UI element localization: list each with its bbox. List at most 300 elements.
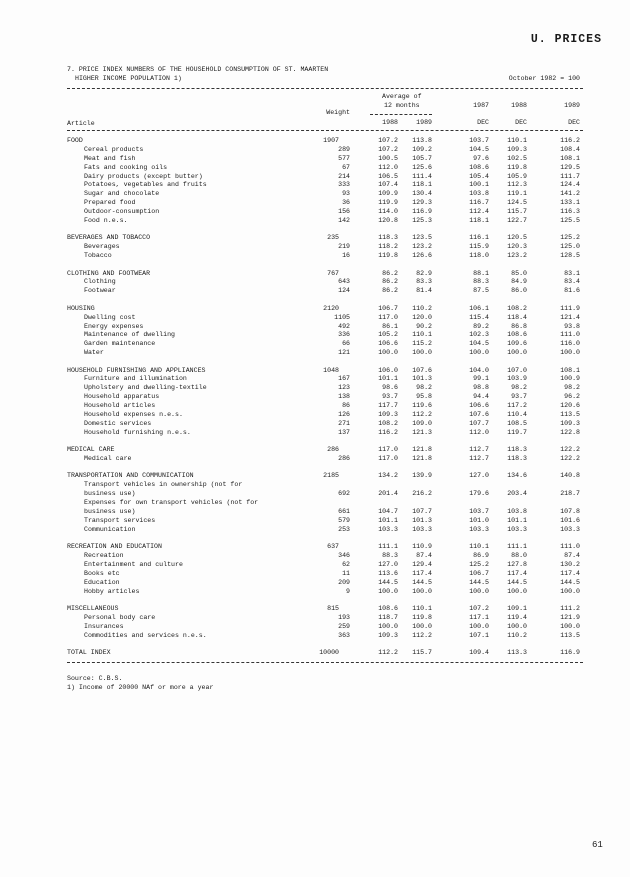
cell-weight: 86 — [342, 402, 350, 410]
cell-dec-1988: 111.1 — [507, 543, 527, 551]
cell-dec-1988: 124.5 — [507, 199, 527, 207]
cell-dec-1987: 112.4 — [469, 208, 489, 216]
cell-dec-1988: 100.0 — [507, 622, 527, 630]
cell-avg-1988: 117.0 — [378, 313, 398, 321]
divider — [67, 88, 583, 89]
page-number: 61 — [592, 840, 603, 850]
cell-dec-1987: 115.9 — [469, 243, 489, 251]
row-label: Outdoor-consumption — [84, 208, 160, 216]
cell-weight: 9 — [346, 587, 350, 595]
header-dec-1988: DEC — [515, 119, 527, 126]
cell-dec-1987: 179.6 — [469, 490, 489, 498]
table-row — [0, 561, 630, 570]
cell-avg-1989: 120.0 — [412, 313, 432, 321]
table-row — [0, 623, 630, 632]
cell-dec-1987: 112.7 — [469, 455, 489, 463]
cell-avg-1988: 117.0 — [378, 446, 398, 454]
row-label: Tobacco — [84, 252, 112, 260]
cell-avg-1988: 88.3 — [382, 552, 398, 560]
cell-dec-1987: 88.1 — [473, 269, 489, 277]
cell-weight: 661 — [338, 508, 350, 516]
cell-avg-1988: 104.7 — [378, 508, 398, 516]
cell-avg-1988: 107.2 — [378, 136, 398, 144]
table-row — [0, 632, 630, 641]
cell-dec-1989: 83.1 — [564, 269, 580, 277]
section-title: U. PRICES — [530, 33, 602, 46]
cell-dec-1987: 115.4 — [469, 313, 489, 321]
cell-avg-1988: 127.0 — [378, 561, 398, 569]
cell-weight: 1907 — [323, 136, 339, 144]
cell-dec-1989: 129.5 — [560, 163, 580, 171]
cell-dec-1987: 103.7 — [469, 508, 489, 516]
row-label: Energy expenses — [84, 322, 144, 330]
row-label: Food n.e.s. — [84, 217, 128, 224]
cell-avg-1988: 118.7 — [378, 613, 398, 621]
table-row — [0, 481, 630, 499]
cell-weight: 767 — [327, 269, 339, 277]
cell-dec-1987: 101.0 — [469, 516, 489, 524]
cell-dec-1987: 125.2 — [469, 561, 489, 569]
group-row — [0, 543, 630, 552]
cell-weight: 2120 — [323, 304, 339, 312]
cell-weight: 16 — [342, 252, 350, 260]
cell-dec-1987: 86.9 — [473, 552, 489, 560]
cell-avg-1989: 100.0 — [412, 622, 432, 630]
cell-weight: 66 — [342, 340, 350, 348]
source-note: Source: C.B.S. — [67, 675, 123, 682]
cell-avg-1989: 95.8 — [416, 393, 432, 401]
cell-dec-1988: 120.3 — [507, 243, 527, 251]
table-row — [0, 181, 630, 190]
group-row — [0, 649, 630, 658]
cell-weight: 156 — [338, 208, 350, 216]
row-label: Expenses for own transport vehicles (not for — [84, 499, 259, 507]
cell-weight: 637 — [327, 543, 339, 551]
table-row — [0, 579, 630, 588]
cell-dec-1989: 122.8 — [560, 428, 580, 436]
group-spacer — [0, 641, 630, 650]
cell-dec-1989: 87.4 — [564, 552, 580, 560]
cell-weight: 492 — [338, 322, 350, 330]
row-label: BEVERAGES AND TOBACCO — [67, 234, 151, 242]
cell-dec-1987: 112.7 — [469, 446, 489, 454]
cell-dec-1989: 98.2 — [564, 384, 580, 392]
cell-dec-1989: 121.4 — [560, 313, 580, 321]
cell-avg-1989: 115.2 — [412, 340, 432, 348]
row-label: Insurances — [84, 622, 124, 630]
cell-avg-1988: 106.0 — [378, 366, 398, 374]
cell-avg-1988: 108.6 — [378, 605, 398, 613]
cell-dec-1989: 111.9 — [560, 304, 580, 312]
cell-weight: 289 — [338, 145, 350, 153]
cell-weight: 123 — [338, 384, 350, 392]
cell-dec-1988: 109.6 — [507, 340, 527, 348]
cell-dec-1988: 119.7 — [507, 428, 527, 436]
cell-avg-1988: 112.0 — [378, 163, 398, 171]
header-average-of: Average of — [382, 93, 422, 100]
cell-weight: 93 — [342, 190, 350, 198]
cell-avg-1988: 98.6 — [382, 384, 398, 392]
cell-dec-1989: 113.5 — [560, 411, 580, 419]
row-label: Books etc — [84, 569, 120, 577]
cell-dec-1988: 105.9 — [507, 172, 527, 180]
cell-dec-1987: 107.2 — [469, 605, 489, 613]
table-row — [0, 252, 630, 261]
cell-avg-1989: 82.9 — [416, 269, 432, 277]
cell-weight: 286 — [327, 446, 339, 454]
cell-avg-1989: 129.3 — [412, 199, 432, 207]
cell-dec-1989: 81.6 — [564, 287, 580, 295]
cell-avg-1989: 113.8 — [412, 136, 432, 144]
cell-dec-1989: 120.6 — [560, 402, 580, 410]
row-label: Potatoes, vegetables and fruits — [84, 181, 207, 189]
cell-avg-1988: 112.2 — [378, 649, 398, 657]
group-spacer — [0, 358, 630, 367]
cell-dec-1987: 104.5 — [469, 340, 489, 348]
table-row — [0, 499, 630, 517]
header-dec-1987: DEC — [477, 119, 489, 126]
row-label: Household articles — [84, 402, 156, 410]
table-row — [0, 243, 630, 252]
cell-dec-1989: 140.8 — [560, 472, 580, 480]
cell-weight: 137 — [338, 428, 350, 436]
row-label-continued: business use) — [84, 508, 136, 516]
table-row — [0, 323, 630, 332]
cell-dec-1988: 88.0 — [511, 552, 527, 560]
cell-dec-1989: 125.2 — [560, 234, 580, 242]
cell-dec-1987: 88.3 — [473, 278, 489, 286]
row-label: HOUSEHOLD FURNISHING AND APPLIANCES — [67, 366, 206, 374]
cell-avg-1988: 101.1 — [378, 375, 398, 383]
cell-dec-1988: 100.0 — [507, 349, 527, 357]
cell-dec-1988: 109.3 — [507, 145, 527, 153]
cell-weight: 67 — [342, 163, 350, 171]
cell-avg-1988: 117.0 — [378, 455, 398, 463]
header-avg-1989: 1989 — [416, 119, 432, 126]
cell-dec-1988: 127.8 — [507, 561, 527, 569]
cell-weight: 1048 — [323, 366, 339, 374]
row-label: Education — [84, 578, 120, 586]
header-12-months: 12 months — [384, 102, 420, 109]
cell-weight: 219 — [338, 243, 350, 251]
cell-dec-1987: 89.2 — [473, 322, 489, 330]
cell-dec-1987: 144.5 — [469, 578, 489, 586]
cell-avg-1989: 98.2 — [416, 384, 432, 392]
table-row — [0, 173, 630, 182]
cell-dec-1988: 101.1 — [507, 516, 527, 524]
cell-dec-1989: 116.9 — [560, 649, 580, 657]
cell-avg-1989: 109.0 — [412, 419, 432, 427]
cell-weight: 167 — [338, 375, 350, 383]
cell-avg-1989: 118.1 — [412, 181, 432, 189]
cell-dec-1988: 117.4 — [507, 569, 527, 577]
group-spacer — [0, 438, 630, 447]
cell-dec-1989: 100.0 — [560, 622, 580, 630]
cell-dec-1987: 109.4 — [469, 649, 489, 657]
cell-dec-1988: 120.5 — [507, 234, 527, 242]
cell-dec-1988: 103.3 — [507, 525, 527, 533]
cell-dec-1989: 111.0 — [560, 543, 580, 551]
cell-dec-1988: 102.5 — [507, 154, 527, 162]
cell-avg-1989: 110.1 — [412, 605, 432, 613]
table-row — [0, 208, 630, 217]
cell-dec-1987: 118.0 — [469, 252, 489, 260]
cell-dec-1988: 115.7 — [507, 208, 527, 216]
cell-avg-1989: 105.7 — [412, 154, 432, 162]
cell-dec-1989: 116.3 — [560, 208, 580, 216]
cell-weight: 10000 — [319, 649, 339, 657]
footnote: 1) Income of 20000 NAf or more a year — [67, 684, 214, 691]
cell-avg-1989: 103.3 — [412, 525, 432, 533]
cell-dec-1987: 104.5 — [469, 145, 489, 153]
cell-dec-1988: 84.9 — [511, 278, 527, 286]
cell-avg-1988: 103.3 — [378, 525, 398, 533]
cell-dec-1988: 117.2 — [507, 402, 527, 410]
cell-avg-1989: 139.9 — [412, 472, 432, 480]
cell-avg-1989: 119.6 — [412, 402, 432, 410]
cell-dec-1989: 218.7 — [560, 490, 580, 498]
cell-dec-1989: 100.0 — [560, 587, 580, 595]
cell-avg-1989: 111.4 — [412, 172, 432, 180]
row-label: Water — [84, 349, 104, 357]
cell-dec-1987: 100.0 — [469, 587, 489, 595]
cell-weight: 577 — [338, 154, 350, 162]
cell-dec-1988: 119.8 — [507, 163, 527, 171]
group-row — [0, 446, 630, 455]
cell-weight: 62 — [342, 561, 350, 569]
cell-dec-1987: 97.6 — [473, 154, 489, 162]
cell-dec-1988: 109.1 — [507, 605, 527, 613]
row-label: CLOTHING AND FOOTWEAR — [67, 269, 151, 277]
cell-dec-1987: 94.4 — [473, 393, 489, 401]
group-spacer — [0, 226, 630, 235]
cell-dec-1988: 122.7 — [507, 217, 527, 224]
cell-dec-1987: 104.0 — [469, 366, 489, 374]
cell-avg-1988: 107.4 — [378, 181, 398, 189]
cell-dec-1987: 107.1 — [469, 631, 489, 639]
cell-dec-1989: 100.9 — [560, 375, 580, 383]
cell-dec-1989: 125.5 — [560, 217, 580, 224]
row-label: HOUSING — [67, 304, 95, 312]
cell-avg-1989: 125.3 — [412, 217, 432, 224]
row-label: Upholstery and dwelling-textile — [84, 384, 207, 392]
cell-dec-1989: 116.0 — [560, 340, 580, 348]
header-article: Article — [67, 120, 95, 127]
cell-dec-1987: 108.6 — [469, 163, 489, 171]
cell-avg-1989: 112.2 — [412, 631, 432, 639]
group-row — [0, 234, 630, 243]
divider — [67, 130, 583, 131]
cell-dec-1987: 103.7 — [469, 136, 489, 144]
cell-dec-1988: 86.8 — [511, 322, 527, 330]
cell-avg-1989: 107.6 — [412, 366, 432, 374]
table-row — [0, 314, 630, 323]
cell-avg-1989: 126.6 — [412, 252, 432, 260]
cell-avg-1989: 121.3 — [412, 428, 432, 436]
cell-avg-1988: 100.5 — [378, 154, 398, 162]
cell-avg-1989: 125.6 — [412, 163, 432, 171]
cell-avg-1989: 107.7 — [412, 508, 432, 516]
cell-avg-1988: 101.1 — [378, 516, 398, 524]
row-label: Clothing — [84, 278, 116, 286]
row-label: Beverages — [84, 243, 120, 251]
cell-avg-1989: 115.7 — [412, 649, 432, 657]
cell-avg-1988: 118.2 — [378, 243, 398, 251]
cell-avg-1989: 90.2 — [416, 322, 432, 330]
cell-avg-1988: 114.0 — [378, 208, 398, 216]
cell-avg-1988: 118.3 — [378, 234, 398, 242]
cell-dec-1988: 103.9 — [507, 375, 527, 383]
table-row — [0, 420, 630, 429]
cell-dec-1989: 107.8 — [560, 508, 580, 516]
table-row — [0, 517, 630, 526]
cell-avg-1988: 113.6 — [378, 569, 398, 577]
cell-dec-1988: 112.3 — [507, 181, 527, 189]
cell-avg-1989: 116.9 — [412, 208, 432, 216]
cell-dec-1989: 108.1 — [560, 154, 580, 162]
group-row — [0, 305, 630, 314]
cell-avg-1989: 100.0 — [412, 587, 432, 595]
cell-dec-1989: 122.2 — [560, 446, 580, 454]
cell-avg-1988: 106.5 — [378, 172, 398, 180]
header-underline — [370, 114, 432, 115]
cell-avg-1988: 144.5 — [378, 578, 398, 586]
cell-avg-1988: 86.2 — [382, 287, 398, 295]
cell-avg-1988: 116.2 — [378, 428, 398, 436]
cell-dec-1989: 111.7 — [560, 172, 580, 180]
table-row — [0, 217, 630, 226]
cell-avg-1988: 111.1 — [378, 543, 398, 551]
row-label: Personal body care — [84, 613, 156, 621]
cell-dec-1988: 85.0 — [511, 269, 527, 277]
base-period: October 1982 = 100 — [508, 75, 580, 82]
cell-dec-1988: 119.4 — [507, 613, 527, 621]
cell-dec-1988: 119.1 — [507, 190, 527, 198]
row-label: Transport services — [84, 516, 156, 524]
cell-avg-1989: 216.2 — [412, 490, 432, 498]
cell-weight: 2185 — [323, 472, 339, 480]
cell-dec-1987: 127.0 — [469, 472, 489, 480]
row-label: Dwelling cost — [84, 313, 136, 321]
cell-dec-1987: 100.0 — [469, 349, 489, 357]
cell-avg-1988: 117.7 — [378, 402, 398, 410]
cell-dec-1988: 123.2 — [507, 252, 527, 260]
group-row — [0, 367, 630, 376]
table-row — [0, 570, 630, 579]
table-row — [0, 429, 630, 438]
cell-weight: 363 — [338, 631, 350, 639]
cell-dec-1988: 107.0 — [507, 366, 527, 374]
cell-weight: 142 — [338, 217, 350, 224]
row-label-continued: business use) — [84, 490, 136, 498]
cell-dec-1989: 108.1 — [560, 366, 580, 374]
cell-avg-1989: 112.2 — [412, 411, 432, 419]
cell-avg-1988: 134.2 — [378, 472, 398, 480]
cell-weight: 259 — [338, 622, 350, 630]
cell-dec-1989: 109.3 — [560, 419, 580, 427]
header-1988: 1988 — [511, 102, 527, 109]
cell-dec-1988: 110.1 — [507, 136, 527, 144]
row-label: Prepared food — [84, 199, 136, 207]
row-label: Hobby articles — [84, 587, 140, 595]
group-row — [0, 605, 630, 614]
row-label: RECREATION AND EDUCATION — [67, 543, 162, 551]
row-label: FOOD — [67, 136, 83, 144]
cell-avg-1989: 110.9 — [412, 543, 432, 551]
cell-avg-1988: 93.7 — [382, 393, 398, 401]
cell-avg-1989: 100.0 — [412, 349, 432, 357]
cell-avg-1989: 110.1 — [412, 331, 432, 339]
cell-dec-1989: 96.2 — [564, 393, 580, 401]
cell-dec-1988: 103.8 — [507, 508, 527, 516]
cell-weight: 235 — [327, 234, 339, 242]
cell-avg-1989: 121.8 — [412, 446, 432, 454]
cell-avg-1988: 119.9 — [378, 199, 398, 207]
table-row — [0, 526, 630, 535]
cell-weight: 333 — [338, 181, 350, 189]
cell-weight: 253 — [338, 525, 350, 533]
row-label: Household expenses n.e.s. — [84, 411, 183, 419]
cell-avg-1988: 100.0 — [378, 587, 398, 595]
cell-dec-1987: 117.1 — [469, 613, 489, 621]
cell-dec-1987: 106.6 — [469, 402, 489, 410]
cell-avg-1988: 108.2 — [378, 419, 398, 427]
cell-dec-1987: 118.1 — [469, 217, 489, 224]
cell-weight: 336 — [338, 331, 350, 339]
cell-avg-1989: 123.2 — [412, 243, 432, 251]
cell-weight: 121 — [338, 349, 350, 357]
cell-dec-1988: 134.6 — [507, 472, 527, 480]
cell-dec-1987: 99.1 — [473, 375, 489, 383]
group-spacer — [0, 261, 630, 270]
row-label: Commodities and services n.e.s. — [84, 631, 207, 639]
table-row — [0, 552, 630, 561]
cell-avg-1988: 201.4 — [378, 490, 398, 498]
cell-avg-1988: 86.1 — [382, 322, 398, 330]
table-row — [0, 614, 630, 623]
cell-dec-1989: 144.5 — [560, 578, 580, 586]
cell-dec-1989: 121.9 — [560, 613, 580, 621]
table-body — [0, 137, 630, 658]
row-label: Meat and fish — [84, 154, 136, 162]
cell-avg-1989: 117.4 — [412, 569, 432, 577]
table-row — [0, 331, 630, 340]
table-row — [0, 287, 630, 296]
cell-avg-1989: 81.4 — [416, 287, 432, 295]
cell-weight: 138 — [338, 393, 350, 401]
cell-weight: 209 — [338, 578, 350, 586]
cell-dec-1989: 117.4 — [560, 569, 580, 577]
cell-avg-1988: 86.2 — [382, 278, 398, 286]
row-label: Communication — [84, 525, 136, 533]
cell-avg-1988: 119.8 — [378, 252, 398, 260]
cell-dec-1987: 87.5 — [473, 287, 489, 295]
cell-avg-1989: 121.8 — [412, 455, 432, 463]
cell-dec-1989: 103.3 — [560, 525, 580, 533]
row-label: Domestic services — [84, 419, 152, 427]
cell-dec-1987: 110.1 — [469, 543, 489, 551]
row-label: Maintenance of dwelling — [84, 331, 176, 339]
group-spacer — [0, 464, 630, 473]
cell-weight: 346 — [338, 552, 350, 560]
table-row — [0, 349, 630, 358]
group-row — [0, 473, 630, 482]
cell-avg-1988: 86.2 — [382, 269, 398, 277]
cell-weight: 271 — [338, 419, 350, 427]
cell-dec-1988: 108.6 — [507, 331, 527, 339]
row-label: Garden maintenance — [84, 340, 156, 348]
header-1989: 1989 — [564, 102, 580, 109]
